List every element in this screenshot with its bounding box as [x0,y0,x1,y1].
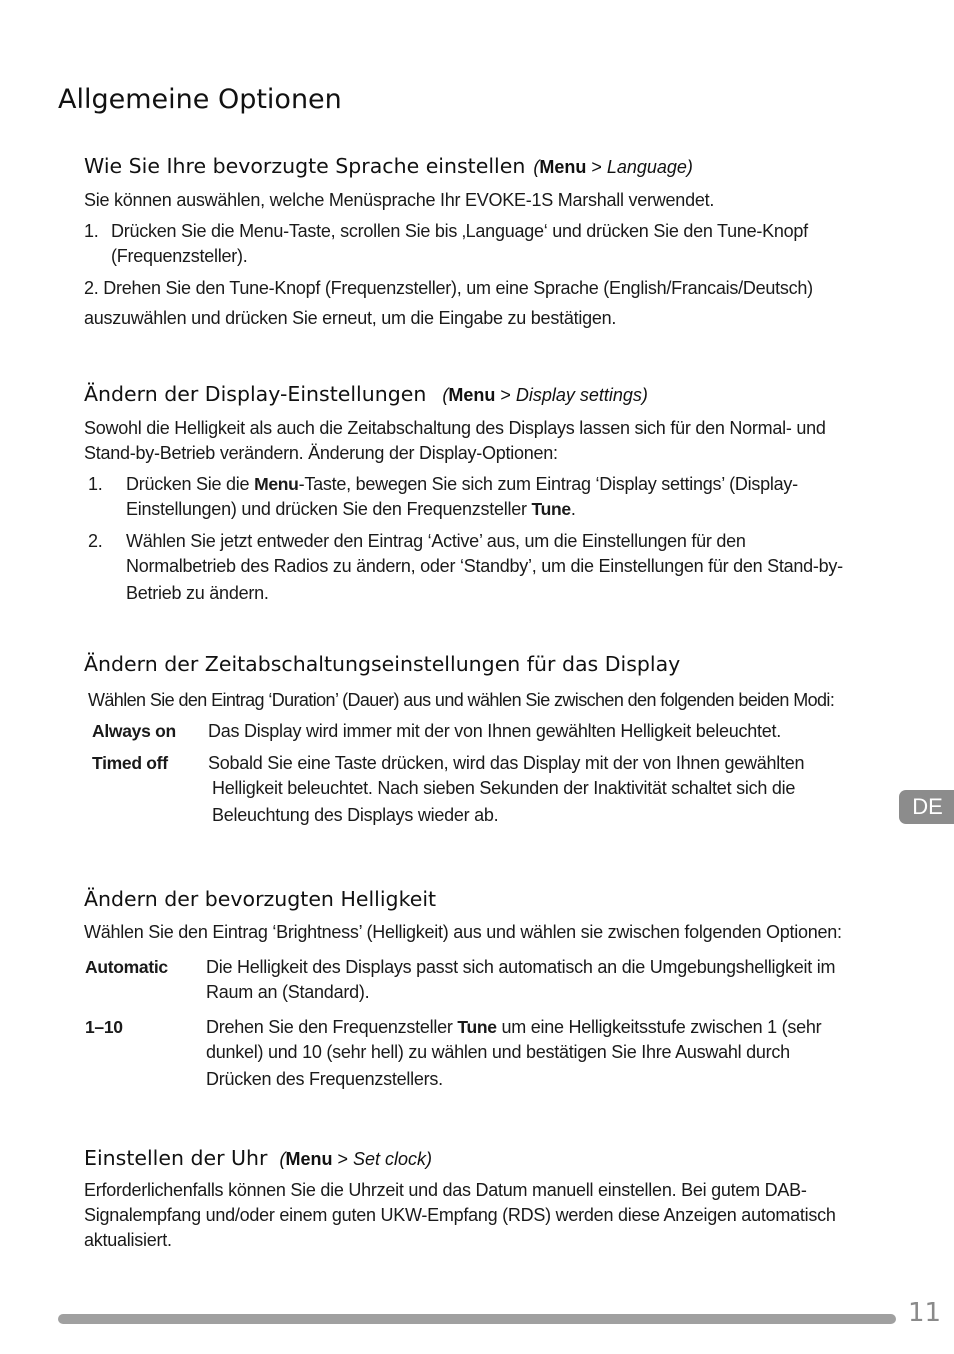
crumb-item: Language) [606,157,693,177]
tune-key-label: Tune [531,499,571,519]
display-section-heading [84,382,648,406]
text: um eine Helligkeitsstufe zwischen 1 (sehr [496,1017,822,1037]
crumb-open: ( [533,157,540,177]
language-heading-text: Wie Sie Ihre bevorzugte Sprache einstellen [84,154,526,178]
crumb-open: ( [279,1149,286,1169]
crumb-item: Set clock) [353,1149,433,1169]
display-step-1-number: 1. [88,474,103,494]
crumb-menu: Menu [539,157,587,177]
brightness-intro: Wählen Sie den Eintrag ‘Brightness’ (Helligkeit) aus und wählen sie zwischen folgenden Optionen: [84,922,842,942]
language-step-2-line-1: 2. Drehen Sie den Tune-Knopf (Frequenzsteller), um eine Sprache (English/Francais/Deutsch) [84,278,813,298]
display-menu-path [442,385,648,405]
option-automatic-line-2: Raum an (Standard). [206,982,370,1002]
display-intro-line-2: Stand-by-Betrieb verändern. Änderung der Display-Optionen: [84,443,558,463]
crumb-item: Display settings) [515,385,648,405]
option-timed-off-line-1: Sobald Sie eine Taste drücken, wird das Display mit der von Ihnen gewählten [208,753,805,773]
text: . [570,499,576,519]
option-automatic-term: Automatic [85,957,168,977]
menu-key-label: Menu [254,474,299,494]
option-level-line-3: Drücken des Frequenzstellers. [206,1069,443,1089]
timeout-intro: Wählen Sie den Eintrag ‘Duration’ (Dauer) aus und wählen Sie zwischen den folgenden beiden Modi: [88,690,835,710]
option-timed-off-term: Timed off [92,753,168,773]
option-always-on-term: Always on [92,721,176,741]
language-intro: Sie können auswählen, welche Menüsprache Ihr EVOKE-1S Marshall verwendet. [84,190,715,210]
crumb-sep: > [332,1149,353,1169]
text: Drehen Sie den Frequenzsteller [206,1017,458,1037]
crumb-open: ( [442,385,449,405]
display-step-2-line-3: Betrieb zu ändern. [126,583,269,603]
clock-line-2: Signalempfang und/oder einem guten UKW-Empfang (RDS) werden diese Anzeigen automatisch [84,1205,836,1225]
text: Drücken Sie die [126,474,255,494]
display-intro-line-1: Sowohl die Helligkeit als auch die Zeitabschaltung des Displays lassen sich für den Normal- und [84,418,826,438]
language-step-2-line-2: auszuwählen und drücken Sie erneut, um die Eingabe zu bestätigen. [84,308,617,328]
page-number: 11 [908,1298,942,1328]
option-timed-off-line-3: Beleuchtung des Displays wieder ab. [212,805,499,825]
page-title: Allgemeine Optionen [58,84,342,115]
text: -Taste, bewegen Sie sich zum Eintrag ‘Display settings’ (Display- [298,474,798,494]
timeout-section-heading: Ändern der Zeitabschaltungseinstellungen für das Display [84,652,681,676]
clock-line-3: aktualisiert. [84,1230,172,1250]
option-level-line-2: dunkel) und 10 (sehr hell) zu wählen und bestätigen Sie Ihre Auswahl durch [206,1042,790,1062]
display-step-1-line-1 [126,472,798,497]
clock-line-1: Erforderlichenfalls können Sie die Uhrzeit und das Datum manuell einstellen. Bei gutem DAB- [84,1180,807,1200]
crumb-sep: > [586,157,607,177]
clock-heading-text: Einstellen der Uhr [84,1146,268,1170]
crumb-menu: Menu [448,385,496,405]
crumb-sep: > [495,385,516,405]
language-menu-path [533,157,693,177]
option-automatic-line-1: Die Helligkeit des Displays passt sich automatisch an die Umgebungshelligkeit im [206,957,836,977]
option-always-on-desc: Das Display wird immer mit der von Ihnen gewählten Helligkeit beleuchtet. [208,721,782,741]
language-section-heading [84,154,693,178]
tune-key-label: Tune [457,1017,497,1037]
option-level-line-1 [206,1015,821,1040]
display-step-2-line-2: Normalbetrieb des Radios zu ändern, oder ‘Standby’, um die Einstellungen für den Stand-by- [126,556,843,576]
display-step-1-line-2 [126,497,576,522]
language-step-1-line-2: (Frequenzsteller). [111,246,248,266]
language-tab-de: DE [899,790,954,824]
text: Einstellungen) und drücken Sie den Frequenzsteller [126,499,532,519]
clock-menu-path [279,1149,432,1169]
display-heading-text: Ändern der Display-Einstellungen [84,382,427,406]
display-step-2-line-1: Wählen Sie jetzt entweder den Eintrag ‘Active’ aus, um die Einstellungen für den [126,531,746,551]
footer-bar [58,1314,896,1324]
display-step-2-number: 2. [88,531,103,551]
language-step-1-number: 1. [84,221,99,241]
language-step-1-line-1: Drücken Sie die Menu-Taste, scrollen Sie bis ‚Language‘ und drücken Sie den Tune-Knopf [111,221,808,241]
brightness-section-heading: Ändern der bevorzugten Helligkeit [84,887,437,911]
crumb-menu: Menu [285,1149,333,1169]
option-timed-off-line-2: Helligkeit beleuchtet. Nach sieben Sekunden der Inaktivität schaltet sich die [212,778,796,798]
option-level-term: 1–10 [85,1017,123,1037]
clock-section-heading [84,1146,432,1170]
